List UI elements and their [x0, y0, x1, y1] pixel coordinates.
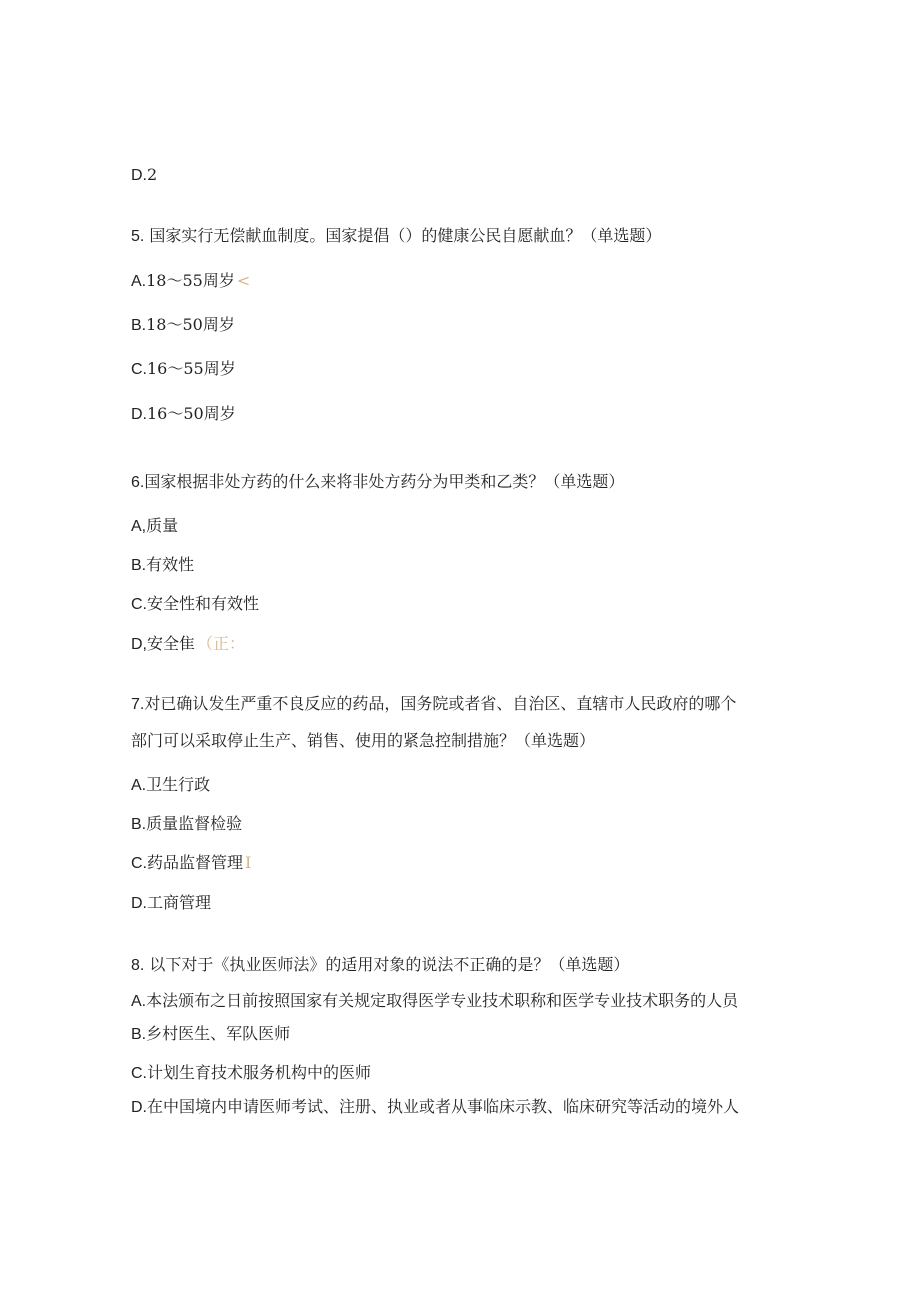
q8-option-a: A.本法颁布之日前按照国家有关规定取得医学专业技术职称和医学专业技术职务的人员 — [131, 991, 739, 1010]
q7-question-line1: 7.对已确认发生严重不良反应的药品，国务院或者省、自治区、直辖市人民政府的哪个 — [131, 694, 737, 713]
stray-mark: （正： — [197, 634, 246, 653]
q5-question: 5. 国家实行无偿献血制度。国家提倡（）的健康公民自愿献血？（单选题） — [131, 226, 662, 245]
q7-option-a: A.卫生行政 — [131, 775, 211, 794]
q8-option-d: D.在中国境内申请医师考试、注册、执业或者从事临床示教、临床研究等活动的境外人 — [131, 1097, 740, 1116]
q5-option-b: B.18～50周岁 — [131, 315, 235, 334]
stray-mark: I — [245, 853, 252, 872]
q8-question: 8. 以下对于《执业医师法》的适用对象的说法不正确的是？（单选题） — [131, 955, 630, 974]
q5-option-a: A.18～55周岁 < — [131, 271, 251, 290]
q6-option-a: A,质量 — [131, 516, 179, 535]
q6-option-c: C.安全性和有效性 — [131, 594, 260, 613]
q4-option-d: D.2 — [131, 165, 158, 184]
q5-option-c: C.16～55周岁 — [131, 359, 236, 378]
q7-option-b: B.质量监督检验 — [131, 814, 243, 833]
q6-question: 6.国家根据非处方药的什么来将非处方药分为甲类和乙类？（单选题） — [131, 472, 625, 491]
q6-option-b: B.有效性 — [131, 555, 195, 574]
q8-option-b: B.乡村医生、军队医师 — [131, 1024, 291, 1043]
q8-option-c: C.计划生育技术服务机构中的医师 — [131, 1063, 372, 1082]
q5-option-d: D.16～50周岁 — [131, 404, 236, 423]
q6-option-d: D,安全隹 （正： — [131, 634, 246, 653]
q7-question-line2: 部门可以采取停止生产、销售、使用的紧急控制措施？（单选题） — [131, 731, 596, 750]
stray-mark: < — [236, 271, 251, 290]
q7-option-c: C.药品监督管理 I — [131, 853, 252, 872]
q7-option-d: D.工商管理 — [131, 893, 212, 912]
